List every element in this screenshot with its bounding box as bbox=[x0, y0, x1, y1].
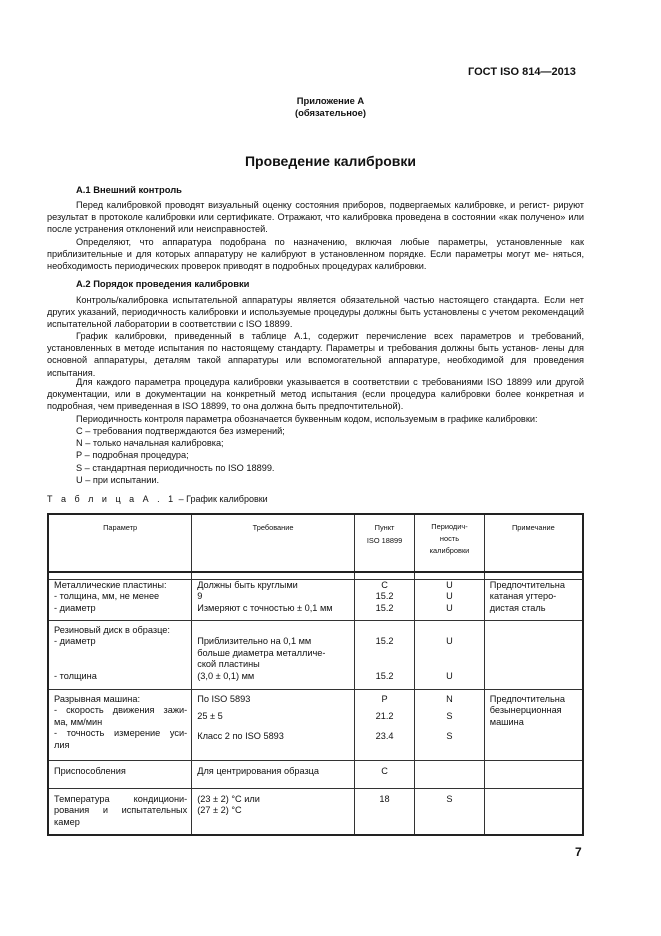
line: График калибровки, приведенный в таблице А.1, содержит перечисление всех параметров и требований, bbox=[76, 331, 584, 341]
cell-line: Класс 2 по ISO 5893 bbox=[197, 730, 284, 741]
cell-line: По ISO 5893 bbox=[197, 694, 251, 704]
cell-line: - диаметр bbox=[54, 636, 96, 647]
cell-line: Предпочтительна bbox=[489, 694, 565, 704]
cell-line bbox=[355, 723, 414, 731]
header-line: калибровки bbox=[429, 546, 470, 555]
cell-line: С bbox=[381, 766, 388, 776]
cell-requirement bbox=[192, 761, 355, 789]
annex-status: (обязательное) bbox=[295, 107, 366, 118]
cell-param bbox=[48, 580, 192, 621]
cell-requirement bbox=[192, 621, 355, 690]
header-requirement: Требование bbox=[192, 514, 355, 572]
cell-line: Должны быть круглыми bbox=[197, 580, 298, 590]
line: конкретная и подробная, чем приведенная в ISO 18899, то она должна быть предпочтительной). bbox=[47, 389, 584, 412]
cell-note bbox=[484, 761, 583, 789]
para-lines bbox=[47, 199, 584, 236]
annex-title: Приложение А bbox=[296, 95, 365, 106]
cell-line: С bbox=[381, 580, 388, 590]
page-title: Проведение калибровки bbox=[244, 153, 417, 169]
cell-line bbox=[197, 723, 354, 731]
code-item: С – требования подтверждаются без измерений; bbox=[76, 426, 285, 436]
cell-line: Измеряют с точностью ± 0,1 мм bbox=[197, 602, 333, 613]
line: проведения испытания. bbox=[47, 355, 584, 378]
section-a2-heading: А.2 Порядок проведения калибровки bbox=[76, 278, 250, 289]
cell-line: - толщина, мм, не менее bbox=[54, 591, 160, 602]
section-a2-paragraph-4 bbox=[47, 413, 584, 425]
cell-line: рования и испытательных bbox=[54, 805, 188, 816]
cell-clause bbox=[354, 690, 414, 761]
cell-line: Температура кондициони- bbox=[54, 794, 188, 804]
cell-line bbox=[415, 723, 484, 731]
cell-clause bbox=[354, 580, 414, 621]
cell-line bbox=[197, 625, 354, 636]
cell-line bbox=[355, 625, 414, 636]
cell-note bbox=[484, 580, 583, 621]
cell-line: 18 bbox=[379, 794, 390, 804]
header-line: Пункт bbox=[374, 523, 395, 532]
section-a2-paragraph-3 bbox=[47, 376, 584, 413]
cell-line: 15.2 bbox=[375, 670, 394, 681]
cell-line: Р bbox=[381, 694, 388, 704]
cell-line: U bbox=[446, 602, 453, 613]
cell-requirement bbox=[192, 690, 355, 761]
cell-line: Разрывная машина: bbox=[54, 694, 141, 704]
cell-line: - точность измерение уси- bbox=[54, 728, 188, 739]
code-item: S – стандартная периодичность по ISO 18899. bbox=[76, 462, 275, 473]
cell-line: машина bbox=[489, 716, 524, 727]
para-lines bbox=[47, 236, 584, 273]
cell-line: Резиновый диск в образце: bbox=[54, 625, 170, 635]
cell-line: Предпочтительна bbox=[489, 580, 565, 590]
header-periodicity bbox=[415, 514, 485, 572]
cell-line: лия bbox=[54, 739, 70, 750]
code-item: Р – подробная процедура; bbox=[76, 450, 189, 461]
cell-periodicity bbox=[415, 580, 485, 621]
calibration-table bbox=[47, 513, 584, 836]
line: Для каждого параметра процедура калибровки указывается в соответствии с требованиями ISO 18899 или bbox=[76, 377, 552, 387]
line: Периодичность контроля параметра обозначается буквенным кодом, используемым в графике калибровки: bbox=[76, 414, 538, 424]
line: Определяют, что аппаратура подобрана по назначению, включая любые параметры, установленные как bbox=[76, 237, 584, 247]
cell-line: U bbox=[446, 636, 453, 647]
cell-periodicity bbox=[415, 690, 485, 761]
cell-line: 21.2 bbox=[375, 711, 394, 722]
section-a1-paragraph-2 bbox=[47, 236, 584, 273]
cell-line: 15.2 bbox=[375, 602, 394, 613]
cell-line: S bbox=[446, 730, 453, 741]
cell-line: ской пластины bbox=[197, 659, 260, 670]
line: учетом рекомендаций испытательной лаборатории в соответствии с ISO 18899. bbox=[47, 307, 584, 330]
table-caption-text: – График калибровки bbox=[176, 494, 268, 504]
cell-note bbox=[484, 789, 583, 836]
header-note: Примечание bbox=[484, 514, 583, 572]
cell-line: - скорость движения зажи- bbox=[54, 705, 188, 716]
cell-line: (3,0 ± 0,1) мм bbox=[197, 670, 255, 681]
para-lines bbox=[47, 376, 584, 413]
cell-periodicity bbox=[415, 761, 485, 789]
header-clause bbox=[354, 514, 414, 572]
cell-line: S bbox=[446, 794, 453, 804]
cell-line bbox=[54, 648, 187, 659]
line: Если нет других указаний, периодичность калибровки и используемые процедуры должны быть установлены с bbox=[47, 295, 585, 318]
cell-line: Приблизительно на 0,1 мм bbox=[197, 636, 312, 647]
page-number: 7 bbox=[575, 845, 582, 859]
cell-line: N bbox=[446, 694, 453, 704]
section-a1-paragraph-1 bbox=[47, 199, 584, 236]
line: другой документации, или в документации на конкретный метод испытания (если процедура калибровки более bbox=[47, 377, 584, 400]
para-lines bbox=[47, 330, 584, 379]
cell-line: (23 ± 2) °С или bbox=[197, 794, 260, 804]
cell-line: безынерционная bbox=[489, 705, 562, 716]
cell-clause bbox=[354, 621, 414, 690]
cell-param bbox=[48, 789, 192, 836]
cell-line bbox=[415, 625, 484, 636]
cell-line bbox=[415, 659, 484, 670]
cell-line: - толщина bbox=[54, 670, 97, 681]
line: рируют результат в протоколе калибровки или сертификате. Отражают, что калибровка проведена в состоянии bbox=[47, 200, 584, 223]
cell-periodicity bbox=[415, 789, 485, 836]
cell-periodicity bbox=[415, 621, 485, 690]
table-row bbox=[48, 621, 583, 690]
section-a2-paragraph-1 bbox=[47, 294, 584, 331]
cell-note bbox=[484, 621, 583, 690]
cell-clause bbox=[354, 789, 414, 836]
cell-line: камер bbox=[54, 816, 80, 827]
cell-line: 15.2 bbox=[375, 636, 394, 647]
calibration-codes-list bbox=[76, 425, 285, 486]
table-row bbox=[48, 789, 583, 836]
code-item: U – при испытании. bbox=[76, 474, 160, 485]
cell-line: Металлические пластины: bbox=[54, 580, 167, 590]
code-item: N – только начальная калибровка; bbox=[76, 438, 224, 449]
line: няться, необходимость периодических проверок приводят в подробных процедурах калибровки. bbox=[47, 249, 584, 272]
cell-line: 9 bbox=[197, 591, 203, 602]
cell-line: Приспособления bbox=[54, 766, 126, 776]
cell-line: U bbox=[446, 670, 453, 681]
table-row bbox=[48, 761, 583, 789]
cell-line: больше диаметра металличе- bbox=[197, 647, 326, 658]
cell-line: U bbox=[446, 580, 453, 590]
cell-line: 15.2 bbox=[375, 591, 394, 602]
line: установленных в методе испытания по настоящему стандарту. Параметры и требования должны быть установ- bbox=[47, 343, 539, 354]
cell-requirement bbox=[192, 580, 355, 621]
line: лены для основной аппаратуры, деталям такой аппаратуры или вспомогательной аппаратуре, необходимой для bbox=[47, 343, 584, 366]
cell-param bbox=[48, 761, 192, 789]
cell-line: дистая сталь bbox=[489, 602, 546, 613]
cell-line bbox=[54, 659, 187, 670]
cell-line: U bbox=[446, 591, 453, 602]
cell-line: S bbox=[446, 711, 453, 722]
line: Перед калибровкой проводят визуальный оценку состояния приборов, подвергаемых калибровке, и регист- bbox=[76, 200, 550, 210]
header-line: ность bbox=[439, 534, 460, 543]
line: Контроль/калибровка испытательной аппаратуры является обязательной частью настоящего стандарта. bbox=[76, 295, 540, 305]
section-a1-heading: А.1 Внешний контроль bbox=[76, 184, 182, 195]
cell-line bbox=[415, 648, 484, 659]
cell-line: 23.4 bbox=[375, 730, 394, 741]
header-line: ISO 18899 bbox=[366, 536, 403, 545]
cell-line bbox=[355, 659, 414, 670]
para-lines bbox=[47, 413, 584, 425]
header-param: Параметр bbox=[48, 514, 192, 572]
line: приблизительные и для которых аппаратуру не калибруют в установленном порядке. Если параметры могут ме- bbox=[47, 249, 549, 260]
table-header-row bbox=[48, 514, 583, 572]
cell-line: - диаметр bbox=[54, 602, 96, 613]
cell-note bbox=[484, 690, 583, 761]
line: «как получено» или после устранения отклонений или неисправностей. bbox=[47, 212, 584, 235]
table-row bbox=[48, 580, 583, 621]
cell-line: катаная угтеро- bbox=[489, 591, 557, 602]
cell-line bbox=[355, 648, 414, 659]
table-caption-prefix: Т а б л и ц а А . 1 bbox=[47, 494, 177, 504]
cell-line: (27 ± 2) °С bbox=[197, 805, 242, 816]
document-code: ГОСТ ISO 814—2013 bbox=[468, 66, 576, 78]
cell-line: 25 ± 5 bbox=[197, 711, 223, 722]
cell-param bbox=[48, 621, 192, 690]
cell-param bbox=[48, 690, 192, 761]
para-lines bbox=[47, 294, 584, 331]
cell-clause bbox=[354, 761, 414, 789]
cell-line: ма, мм/мин bbox=[54, 716, 103, 727]
table-row bbox=[48, 690, 583, 761]
table-spacer bbox=[48, 572, 583, 580]
header-line: Периодич- bbox=[431, 522, 468, 531]
cell-requirement bbox=[192, 789, 355, 836]
table-caption bbox=[47, 494, 268, 504]
cell-line: Для центрирования образца bbox=[197, 766, 320, 776]
section-a2-paragraph-2 bbox=[47, 330, 584, 379]
